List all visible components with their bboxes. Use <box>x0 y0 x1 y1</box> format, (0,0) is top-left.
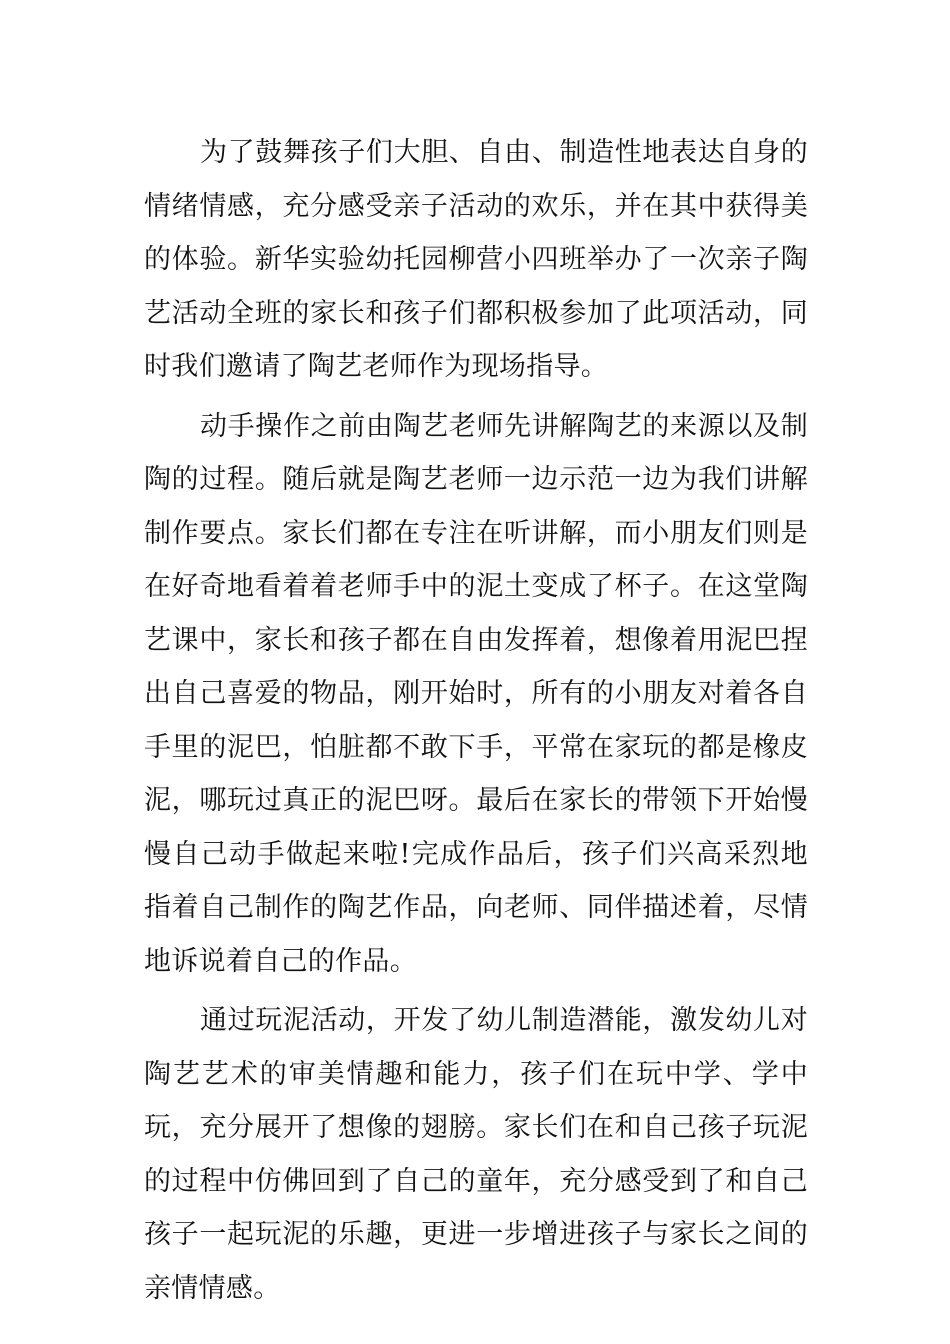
paragraph-3: 通过玩泥活动，开发了幼儿制造潜能，激发幼儿对陶艺艺术的审美情趣和能力，孩子们在玩中学、学中玩，充分展开了想像的翅膀。家长们在和自己孩子玩泥的过程中仿佛回到了自己的童年，充分感受到了和自己孩子一起玩泥的乐趣，更进一步增进孩子与家长之间的亲情情感。 <box>144 1005 808 1304</box>
paragraph-2: 动手操作之前由陶艺老师先讲解陶艺的来源以及制陶的过程。随后就是陶艺老师一边示范一边为我们讲解制作要点。家长们都在专注在听讲解，而小朋友们则是在好奇地看着着老师手中的泥土变成了杯子。在这堂陶艺课中，家长和孩子都在自由发挥着，想像着用泥巴捏出自己喜爱的物品，刚开始时，所有的小朋友对着各自手里的泥巴，怕脏都不敢下手，平常在家玩的都是橡皮泥，哪玩过真正的泥巴呀。最后在家长的带领下开始慢慢自己动手做起来啦!完成作品后，孩子们兴高采烈地指着自己制作的陶艺作品，向老师、同伴描述着，尽情地诉说着自己的作品。 <box>144 410 808 977</box>
paragraph-1: 为了鼓舞孩子们大胆、自由、制造性地表达自身的情绪情感，充分感受亲子活动的欢乐，并在其中获得美的体验。新华实验幼托园柳营小四班举办了一次亲子陶艺活动全班的家长和孩子们都积极参加了此项活动，同时我们邀请了陶艺老师作为现场指导。 <box>144 137 808 382</box>
document-body <box>144 126 808 1321</box>
